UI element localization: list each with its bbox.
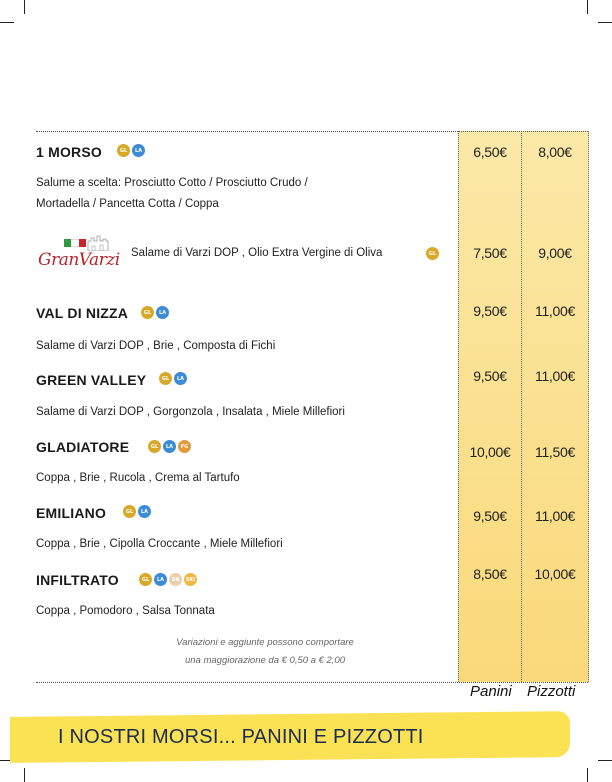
panini-price-column bbox=[458, 131, 522, 682]
price-pizzotti: 11,00€ bbox=[535, 368, 575, 384]
item-name: GREEN VALLEY bbox=[36, 372, 147, 388]
item-description: Salame di Varzi DOP , Brie , Composta di Fichi bbox=[36, 340, 276, 352]
description-line: Salume a scelta: Prosciutto Cotto / Prosciutto Crudo / bbox=[36, 177, 308, 189]
price-pizzotti: 10,00€ bbox=[534, 566, 576, 582]
price-panini: 8,50€ bbox=[473, 566, 507, 582]
description-line: Mortadella / Pancetta Cotta / Coppa bbox=[36, 198, 219, 210]
item-description: Salame di Varzi DOP , Olio Extra Vergine di Oliva bbox=[131, 247, 383, 259]
item-name: VAL DI NIZZA bbox=[36, 305, 129, 321]
fg-badge-icon: FG bbox=[178, 440, 191, 453]
gl-badge-icon: GL bbox=[139, 573, 152, 586]
price-panini: 9,50€ bbox=[473, 508, 507, 524]
crop-mark bbox=[587, 0, 588, 14]
logo-text: GranVarzi bbox=[38, 250, 120, 270]
crop-mark bbox=[598, 760, 612, 761]
note-line: Variazioni e aggiunte possono comportare bbox=[176, 637, 354, 648]
la-badge-icon: LA bbox=[156, 306, 169, 319]
italian-flag-icon bbox=[64, 239, 86, 247]
allergen-badges bbox=[139, 573, 199, 586]
price-panini: 9,50€ bbox=[473, 303, 507, 319]
pizzotti-price-column bbox=[522, 131, 589, 682]
item-description: Coppa , Brie , Rucola , Crema al Tartufo bbox=[36, 472, 240, 484]
la-badge-icon: LA bbox=[132, 144, 145, 157]
divider bbox=[36, 131, 588, 132]
granvarzi-logo bbox=[36, 233, 118, 275]
item-name: GLADIATORE bbox=[36, 439, 130, 455]
item-description: Coppa , Pomodoro , Salsa Tonnata bbox=[36, 605, 215, 617]
price-panini: 9,50€ bbox=[473, 368, 507, 384]
crop-mark bbox=[24, 768, 25, 782]
ski-badge-icon: SKI bbox=[184, 573, 197, 586]
item-name: 1 MORSO bbox=[36, 144, 102, 160]
la-badge-icon: LA bbox=[138, 505, 151, 518]
price-panini: 10,00€ bbox=[469, 444, 511, 460]
item-description: Salame di Varzi DOP , Gorgonzola , Insalata , Miele Millefiori bbox=[36, 406, 345, 418]
allergen-badges bbox=[123, 505, 153, 518]
la-badge-icon: LA bbox=[163, 440, 176, 453]
price-panini: 6,50€ bbox=[473, 144, 507, 160]
crop-mark bbox=[598, 22, 612, 23]
item-name: INFILTRATO bbox=[36, 572, 119, 588]
crop-mark bbox=[587, 768, 588, 782]
allergen-badges bbox=[141, 306, 171, 319]
item-description: Coppa , Brie , Cipolla Croccante , Miele Millefiori bbox=[36, 538, 283, 550]
allergen-badges bbox=[117, 144, 147, 157]
price-pizzotti: 9,00€ bbox=[538, 245, 572, 261]
crop-mark bbox=[24, 0, 25, 14]
note-line: una maggiorazione da € 0,50 a € 2,00 bbox=[184, 655, 346, 666]
price-pizzotti: 11,00€ bbox=[535, 303, 575, 319]
item-description bbox=[36, 173, 308, 215]
allergen-badges bbox=[148, 440, 193, 453]
price-pizzotti: 11,00€ bbox=[535, 508, 575, 524]
gl-badge-icon: GL bbox=[117, 144, 130, 157]
la-badge-icon: LA bbox=[174, 372, 187, 385]
gl-badge-icon: GL bbox=[426, 247, 439, 260]
gl-badge-icon: GL bbox=[123, 505, 136, 518]
allergen-badges bbox=[426, 247, 441, 260]
sn-badge-icon: SN bbox=[169, 573, 182, 586]
price-pizzotti: 11,50€ bbox=[535, 444, 575, 460]
price-pizzotti: 8,00€ bbox=[538, 144, 572, 160]
item-name: EMILIANO bbox=[36, 505, 107, 521]
panini-header: Panini bbox=[470, 683, 512, 700]
price-panini: 7,50€ bbox=[473, 245, 507, 261]
gl-badge-icon: GL bbox=[141, 306, 154, 319]
la-badge-icon: LA bbox=[154, 573, 167, 586]
crop-mark bbox=[0, 22, 14, 23]
gl-badge-icon: GL bbox=[159, 372, 172, 385]
pizzotti-header: Pizzotti bbox=[527, 683, 576, 700]
castle-icon bbox=[86, 233, 110, 251]
allergen-badges bbox=[159, 372, 189, 385]
gl-badge-icon: GL bbox=[148, 440, 161, 453]
page-title: I NOSTRI MORSI... PANINI E PIZZOTTI bbox=[58, 726, 424, 748]
surcharge-note bbox=[36, 634, 494, 670]
